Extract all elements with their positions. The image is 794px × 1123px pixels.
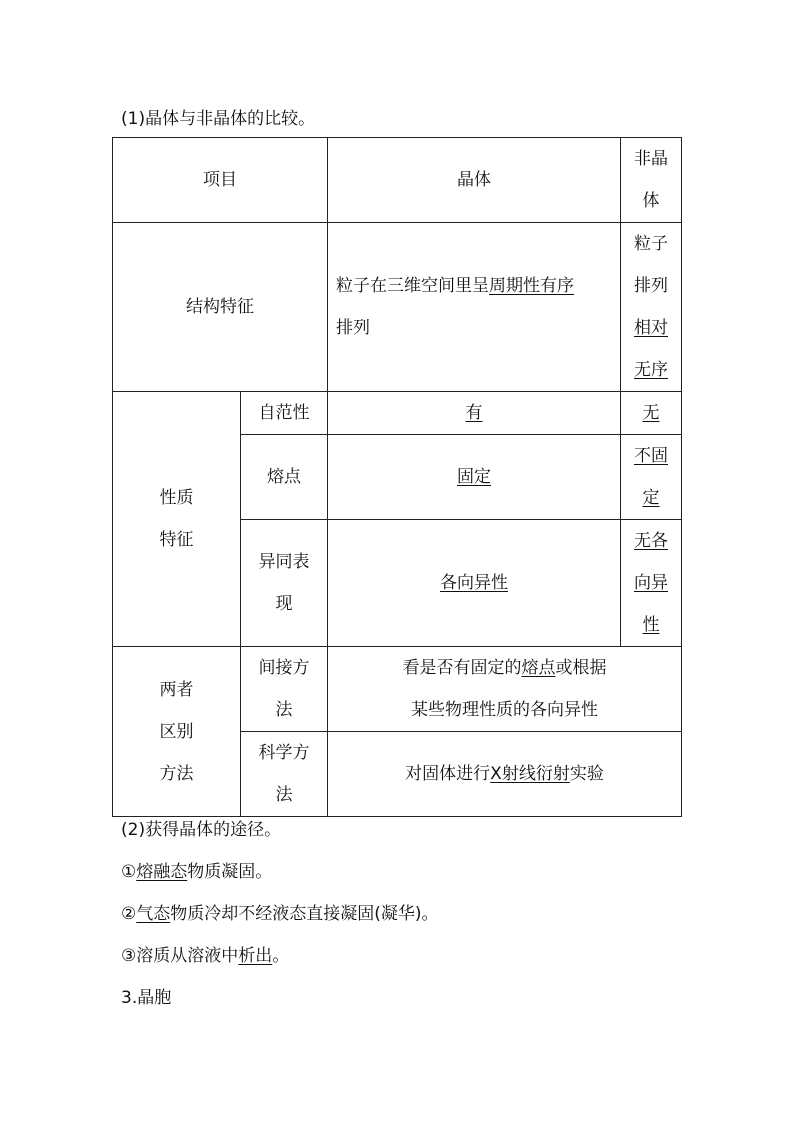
section2-item-1 xyxy=(121,861,272,883)
section3-title: 3.晶胞 xyxy=(121,988,172,1008)
property-crystal-underlined: 有 xyxy=(465,403,483,423)
section2-item-3 xyxy=(121,945,289,967)
item-underlined: 气态 xyxy=(136,904,171,924)
structure-amorphous-underlined: 相对 xyxy=(634,318,668,338)
property-crystal-value xyxy=(328,520,621,647)
method-sub-label-line: 法 xyxy=(275,785,293,805)
method-sub-label-line: 法 xyxy=(275,700,293,720)
method-underlined: 熔点 xyxy=(521,658,556,678)
property-sub-label-line: 异同表 xyxy=(258,552,310,572)
method-row-indirect xyxy=(113,647,682,732)
method-indirect-line: 某些物理性质的各向异性 xyxy=(411,700,598,720)
structure-crystal-text: 排列 xyxy=(336,318,370,338)
structure-label: 结构特征 xyxy=(113,223,328,392)
structure-amorphous-line: 粒子 xyxy=(634,234,668,254)
structure-amorphous xyxy=(621,223,682,392)
method-sub-label xyxy=(241,732,328,817)
property-crystal-underlined: 各向异性 xyxy=(440,573,508,593)
property-label xyxy=(113,392,241,647)
item-text: 物质冷却不经液态直接凝固(凝华)。 xyxy=(170,904,439,924)
header-amorphous-line: 体 xyxy=(642,191,660,211)
method-text: 实验 xyxy=(569,764,604,784)
structure-amorphous-underlined: 无序 xyxy=(634,360,668,380)
intro-text: (1)晶体与非晶体的比较。 xyxy=(121,109,316,129)
property-crystal-value xyxy=(328,435,621,520)
property-sub-label xyxy=(241,520,328,647)
structure-row xyxy=(113,223,682,392)
method-text: 对固体进行 xyxy=(405,764,491,784)
methods-label xyxy=(113,647,241,817)
item-text: ① xyxy=(121,862,137,882)
method-text: 看是否有固定的 xyxy=(402,658,522,678)
item-text: 物质凝固。 xyxy=(187,862,273,882)
method-sub-label-line: 间接方 xyxy=(258,658,310,678)
property-sub-label: 自范性 xyxy=(241,392,328,435)
property-label-line: 特征 xyxy=(159,530,194,550)
property-amorphous-underlined: 无各 xyxy=(634,531,668,551)
property-amorphous-value xyxy=(621,520,682,647)
method-indirect-text xyxy=(328,647,682,732)
structure-crystal-underlined: 周期性有序 xyxy=(489,276,574,296)
property-amorphous-underlined: 性 xyxy=(642,615,660,635)
property-row-self-shaping xyxy=(113,392,682,435)
property-label-line: 性质 xyxy=(159,488,194,508)
methods-label-line: 方法 xyxy=(159,763,194,784)
section2-title: (2)获得晶体的途径。 xyxy=(121,820,282,840)
method-sub-label-line: 科学方 xyxy=(258,743,310,763)
property-sub-label-line: 现 xyxy=(275,594,293,614)
structure-crystal-text: 粒子在三维空间里呈 xyxy=(336,276,489,296)
structure-crystal xyxy=(328,223,621,392)
methods-label-line: 两者 xyxy=(159,679,194,700)
table-header-row xyxy=(113,138,682,223)
structure-amorphous-line: 排列 xyxy=(634,276,668,296)
item-text: ② xyxy=(121,904,137,924)
method-text: 或根据 xyxy=(555,658,607,678)
section2-item-2 xyxy=(121,903,439,925)
comparison-table xyxy=(112,137,682,817)
item-text: ③溶质从溶液中 xyxy=(121,946,239,966)
method-scientific-text xyxy=(328,732,682,817)
header-crystal: 晶体 xyxy=(328,138,621,223)
property-amorphous-value xyxy=(621,435,682,520)
property-amorphous-underlined: 无 xyxy=(642,403,660,423)
method-sub-label xyxy=(241,647,328,732)
property-sub-label: 熔点 xyxy=(241,435,328,520)
property-crystal-underlined: 固定 xyxy=(457,467,491,487)
property-amorphous-value xyxy=(621,392,682,435)
methods-label-line: 区别 xyxy=(159,721,194,742)
method-indirect-line xyxy=(328,647,681,689)
header-item: 项目 xyxy=(113,138,328,223)
item-text: 。 xyxy=(272,946,290,966)
header-amorphous xyxy=(621,138,682,223)
method-underlined: X射线衍射 xyxy=(490,764,570,784)
property-crystal-value xyxy=(328,392,621,435)
property-amorphous-underlined: 向异 xyxy=(634,573,668,593)
item-underlined: 熔融态 xyxy=(136,862,188,882)
item-underlined: 析出 xyxy=(238,946,273,966)
header-amorphous-line: 非晶 xyxy=(634,149,668,169)
property-amorphous-underlined: 不固 xyxy=(634,446,668,466)
property-amorphous-underlined: 定 xyxy=(642,488,660,508)
